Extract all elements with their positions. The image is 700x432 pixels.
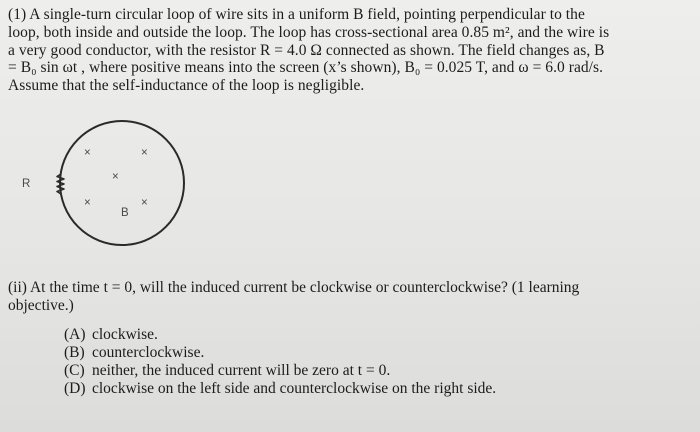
resistor-label: R	[22, 178, 31, 190]
answer-option-b[interactable]	[64, 344, 496, 362]
problem-line: = B₀ sin ωt , where positive means into the screen (x’s shown), B₀ = 0.025 T, and ω = 6.0 rad/s.	[8, 59, 604, 77]
field-marker: ×	[84, 147, 91, 159]
problem-line: (1) A single-turn circular loop of wire sits in a uniform B field, pointing perpendicular to the	[8, 6, 585, 23]
answer-option-a[interactable]	[64, 326, 496, 344]
question-line: (ii) At the time t = 0, will the induced current be clockwise or counterclockwise? (1 learning	[8, 279, 580, 296]
field-marker: ×	[84, 197, 91, 209]
wire-loop	[60, 121, 184, 245]
answer-option-d[interactable]	[64, 380, 496, 398]
option-letter: (C)	[64, 362, 85, 380]
problem-line: loop, both inside and outside the loop. The loop has cross-sectional area 0.85 m², and the wire is	[8, 23, 610, 41]
question-line: objective.)	[8, 296, 74, 314]
field-marker: ×	[141, 147, 148, 159]
answer-option-c[interactable]	[64, 362, 496, 380]
option-text: clockwise.	[92, 326, 158, 343]
problem-statement	[8, 6, 692, 95]
field-marker: ×	[141, 197, 148, 209]
option-text: neither, the induced current will be zero at t = 0.	[92, 362, 391, 380]
answer-options	[64, 326, 496, 398]
option-text: counterclockwise.	[92, 344, 205, 362]
problem-line: Assume that the self-inductance of the loop is negligible.	[8, 77, 365, 95]
question-text	[8, 279, 692, 314]
option-letter: (B)	[64, 344, 85, 362]
field-marker: ×	[112, 171, 119, 183]
problem-line: a very good conductor, with the resistor R = 4.0 Ω connected as shown. The field changes as, B	[8, 41, 605, 59]
option-letter: (A)	[64, 326, 86, 343]
option-text: clockwise on the left side and counterclockwise on the right side.	[92, 380, 497, 398]
field-label: B	[121, 207, 129, 219]
loop-diagram	[20, 112, 200, 254]
option-letter: (D)	[64, 380, 86, 398]
